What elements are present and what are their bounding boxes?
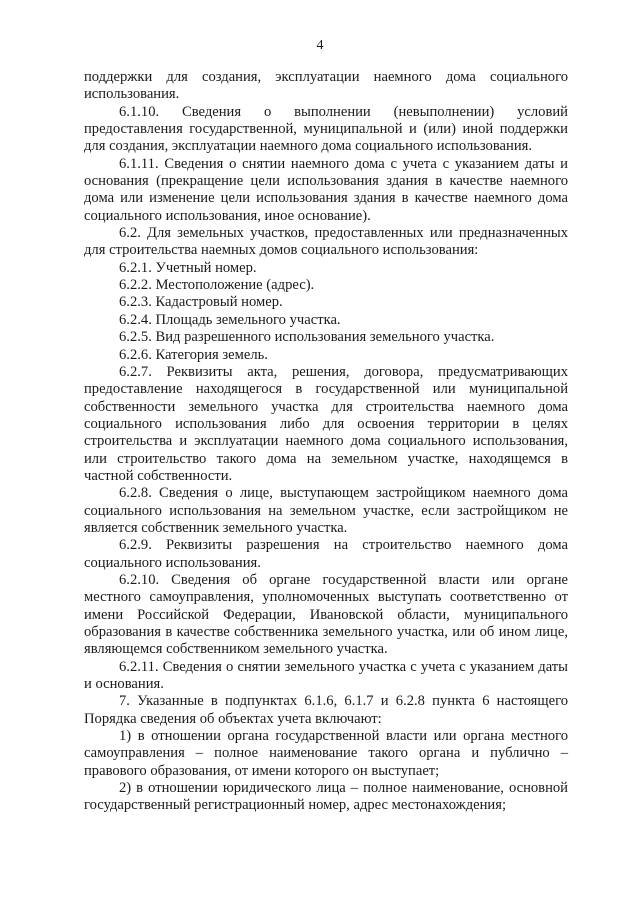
paragraph: поддержки для создания, эксплуатации наемного дома социального использования. (84, 69, 568, 103)
paragraph: 2) в отношении юридического лица – полное наименование, основной государственный регистрационный номер, адрес местонахождения; (84, 780, 568, 814)
paragraph: 6.2.4. Площадь земельного участка. (119, 311, 341, 328)
paragraph: 6.2.2. Местоположение (адрес). (119, 277, 315, 294)
paragraph: 6.2.1. Учетный номер. (119, 259, 257, 276)
paragraph: 6.2.10. Сведения об органе государственной власти или органе местного самоуправления, уполномоченных выступать соответственно от имени Российской Федерации, Ивановской области, муниципального образования в качестве собственника земельного участка, или об ином лице, являющемся собственником земельного участка. (84, 571, 568, 658)
paragraph: 6.1.10. Сведения о выполнении (невыполнении) условий предоставления государственной, муниципальной и (или) иной поддержки для создания, эксплуатации наемного дома социального использования. (84, 103, 568, 155)
document-body (84, 69, 568, 815)
paragraph: 7. Указанные в подпунктах 6.1.6, 6.1.7 и 6.2.8 пункта 6 настоящего Порядка сведения об объектах учета включают: (84, 693, 568, 727)
paragraph: 6.2.8. Сведения о лице, выступающем застройщиком наемного дома социального использования на земельном участке, если застройщиком не является собственник земельного участка. (84, 485, 568, 536)
paragraph: 6.2. Для земельных участков, предоставленных или предназначенных для строительства наемных домов социального использования: (84, 225, 568, 259)
paragraph: 6.2.9. Реквизиты разрешения на строительство наемного дома социального использования. (84, 537, 568, 571)
paragraph: 6.2.5. Вид разрешенного использования земельного участка. (119, 329, 495, 346)
paragraph: 6.2.6. Категория земель. (119, 346, 268, 363)
paragraph: 6.2.11. Сведения о снятии земельного участка с учета с указанием даты и основания. (84, 658, 568, 693)
paragraph: 6.2.3. Кадастровый номер. (119, 294, 283, 311)
paragraph: 6.1.11. Сведения о снятии наемного дома с учета с указанием даты и основания (прекращение цели использования здания в качестве наемного дома или изменение цели использования здания в качестве наемного дома социального использования, иное основание). (84, 155, 568, 224)
page-number: 4 (316, 38, 324, 53)
paragraph: 6.2.7. Реквизиты акта, решения, договора, предусматривающих предоставление находящегося в государственной или муниципальной собственности земельного участка для строительства наемного дома социального использования либо для освоения территории в целях строительства и эксплуатации наемного дома социального использования, или строительство такого дома на земельном участке, находящемся в частной собственности. (84, 363, 568, 484)
paragraph: 1) в отношении органа государственной власти или органа местного самоуправления – полное наименование такого органа и публично – правового образования, от имени которого он выступает; (84, 728, 568, 779)
